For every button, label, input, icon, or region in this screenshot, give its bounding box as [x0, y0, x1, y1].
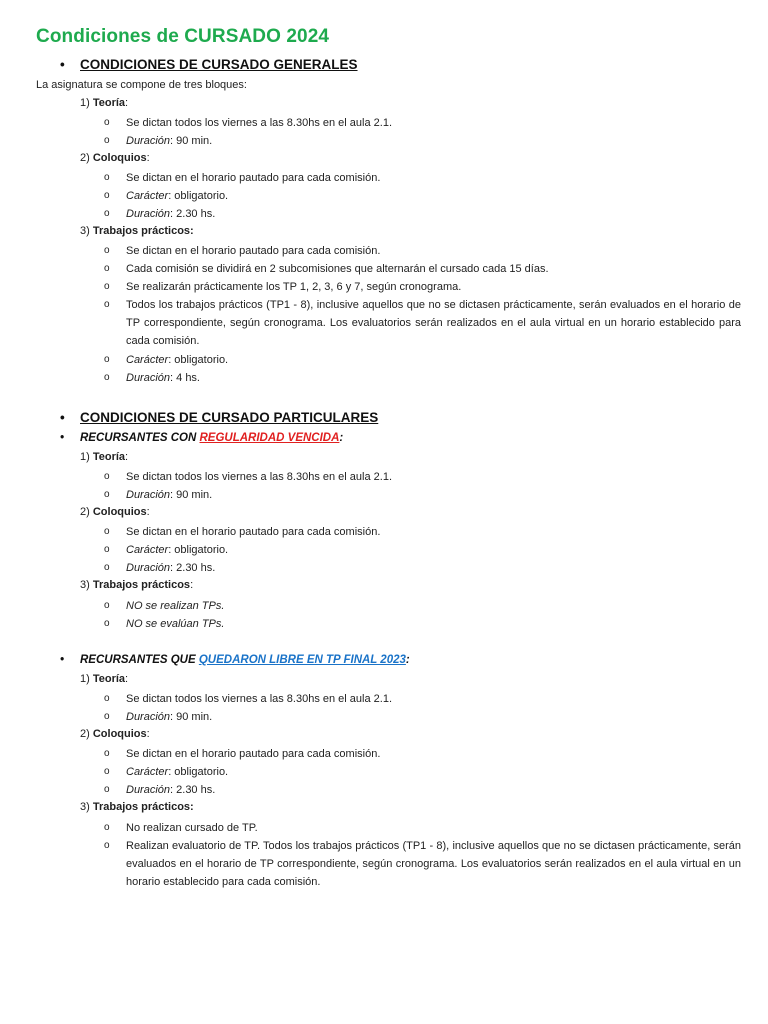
block-coloquios: 2) Coloquios:: [80, 152, 150, 164]
list-item: o Carácter: obligatorio.: [126, 351, 741, 369]
circle-bullet-icon: o: [104, 372, 110, 383]
circle-bullet-icon: o: [104, 784, 110, 795]
list-item: o Se dictan en el horario pautado para cada comisión.: [126, 745, 741, 763]
circle-bullet-icon: o: [104, 840, 110, 851]
list-item: o Duración: 4 hs.: [126, 369, 741, 387]
circle-bullet-icon: o: [104, 117, 110, 128]
list-item: o Se dictan todos los viernes a las 8.30hs en el aula 2.1.: [126, 690, 741, 708]
circle-bullet-icon: o: [104, 600, 110, 611]
block-teoria: 1) Teoría:: [80, 673, 129, 685]
list-item: o NO se realizan TPs.: [126, 597, 741, 615]
circle-bullet-icon: o: [104, 263, 110, 274]
list-item: o Duración: 90 min.: [126, 132, 741, 150]
circle-bullet-icon: o: [104, 299, 110, 310]
circle-bullet-icon: o: [104, 190, 110, 201]
section-heading-particulares: • CONDICIONES DE CURSADO PARTICULARES: [60, 410, 379, 425]
list-item: o Duración: 2.30 hs.: [126, 205, 741, 223]
circle-bullet-icon: o: [104, 471, 110, 482]
block-coloquios: 2) Coloquios:: [80, 728, 150, 740]
circle-bullet-icon: o: [104, 489, 110, 500]
subheading-regularidad-vencida: • RECURSANTES CON REGULARIDAD VENCIDA:: [60, 432, 344, 444]
list-item: o No realizan cursado de TP.: [126, 819, 741, 837]
block-trabajos-practicos: 3) Trabajos prácticos:: [80, 225, 194, 237]
circle-bullet-icon: o: [104, 711, 110, 722]
circle-bullet-icon: o: [104, 693, 110, 704]
circle-bullet-icon: o: [104, 172, 110, 183]
circle-bullet-icon: o: [104, 822, 110, 833]
block-coloquios: 2) Coloquios:: [80, 506, 150, 518]
bullet-icon: •: [60, 654, 65, 666]
bullet-icon: •: [60, 57, 65, 72]
list-item: o Cada comisión se dividirá en 2 subcomisiones que alternarán el cursado cada 15 días.: [126, 260, 741, 278]
block-trabajos-practicos: 3) Trabajos prácticos:: [80, 579, 194, 591]
block-teoria: 1) Teoría:: [80, 97, 129, 109]
circle-bullet-icon: o: [104, 766, 110, 777]
list-item: o Carácter: obligatorio.: [126, 763, 741, 781]
circle-bullet-icon: o: [104, 562, 110, 573]
section-heading-generales: • CONDICIONES DE CURSADO GENERALES: [60, 57, 358, 72]
list-item: o Se dictan todos los viernes a las 8.30hs en el aula 2.1.: [126, 468, 741, 486]
list-item: o NO se evalúan TPs.: [126, 615, 741, 633]
circle-bullet-icon: o: [104, 135, 110, 146]
bullet-icon: •: [60, 432, 65, 444]
circle-bullet-icon: o: [104, 544, 110, 555]
circle-bullet-icon: o: [104, 354, 110, 365]
circle-bullet-icon: o: [104, 618, 110, 629]
list-item: o Se dictan en el horario pautado para cada comisión.: [126, 523, 741, 541]
block-trabajos-practicos: 3) Trabajos prácticos:: [80, 801, 194, 813]
list-item: o Se dictan todos los viernes a las 8.30hs en el aula 2.1.: [126, 114, 741, 132]
circle-bullet-icon: o: [104, 526, 110, 537]
list-item: o Carácter: obligatorio.: [126, 187, 741, 205]
list-item: o Duración: 90 min.: [126, 708, 741, 726]
circle-bullet-icon: o: [104, 208, 110, 219]
list-item: o Se dictan en el horario pautado para cada comisión.: [126, 242, 741, 260]
intro-text: La asignatura se compone de tres bloques:: [36, 79, 247, 91]
subheading-quedaron-libre: • RECURSANTES QUE QUEDARON LIBRE EN TP FINAL 2023:: [60, 654, 410, 666]
circle-bullet-icon: o: [104, 245, 110, 256]
circle-bullet-icon: o: [104, 748, 110, 759]
list-item: o Todos los trabajos prácticos (TP1 - 8), inclusive aquellos que no se dictasen prácticamente, serán evaluados en el horario de TP correspondiente, según cronograma. Los evaluatorios serán realizados en el aula virtual en un horario establecido para cada comisión.: [126, 296, 741, 350]
list-item: o Se dictan en el horario pautado para cada comisión.: [126, 169, 741, 187]
block-teoria: 1) Teoría:: [80, 451, 129, 463]
circle-bullet-icon: o: [104, 281, 110, 292]
list-item: o Se realizarán prácticamente los TP 1, 2, 3, 6 y 7, según cronograma.: [126, 278, 741, 296]
list-item: o Duración: 2.30 hs.: [126, 559, 741, 577]
bullet-icon: •: [60, 410, 65, 425]
list-item: o Duración: 2.30 hs.: [126, 781, 741, 799]
list-item: o Realizan evaluatorio de TP. Todos los trabajos prácticos (TP1 - 8), inclusive aquellos que no se dictasen prácticamente, serán evaluados en el horario de TP correspondiente, según cronograma. Los evaluatorios serán realizados en el aula virtual en un horario establecido para cada comisión.: [126, 837, 741, 891]
page-title: Condiciones de CURSADO 2024: [36, 26, 330, 47]
list-item: o Carácter: obligatorio.: [126, 541, 741, 559]
list-item: o Duración: 90 min.: [126, 486, 741, 504]
